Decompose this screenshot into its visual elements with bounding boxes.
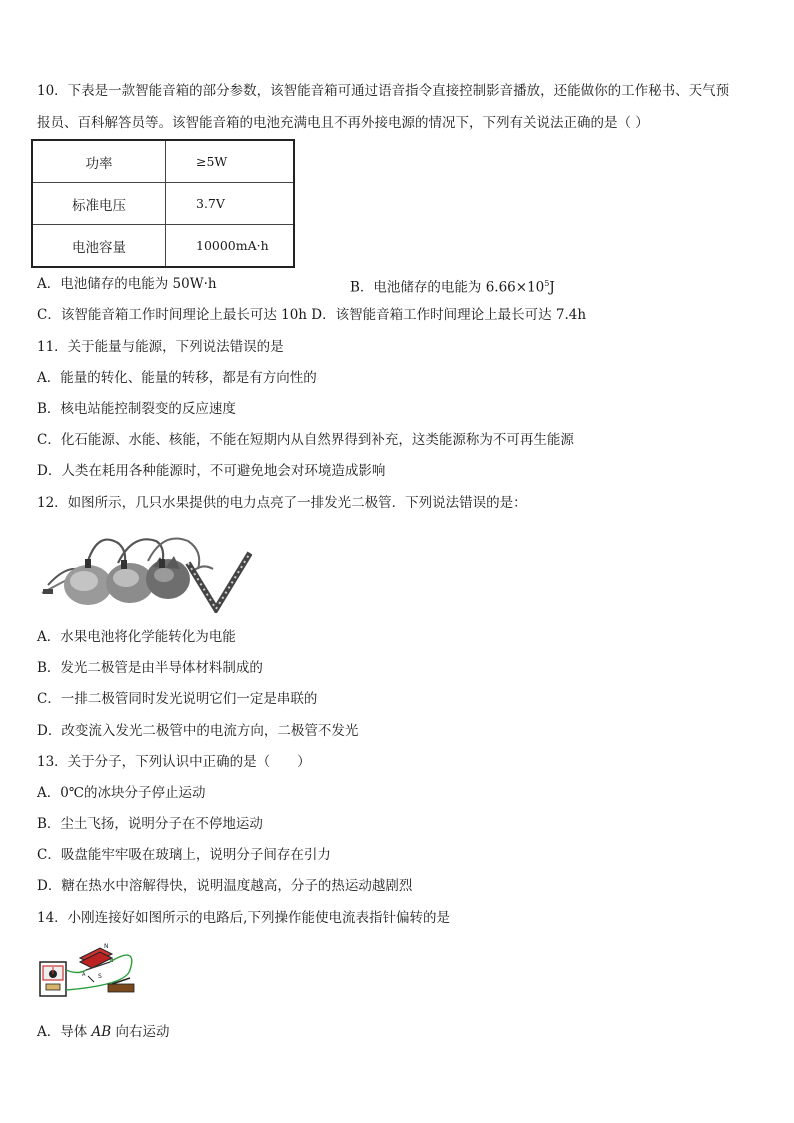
q13-option-b: B．尘土飞扬，说明分子在不停地运动 xyxy=(37,816,263,832)
q10-option-row-cd: C．该智能音箱工作时间理论上最长可达 10h D．该智能音箱工作时间理论上最长可达 7.4h xyxy=(37,307,587,323)
table-row xyxy=(32,140,294,183)
q11-option-b: B．核电站能控制裂变的反应速度 xyxy=(37,401,236,417)
table-row xyxy=(32,183,294,225)
q11-option-a: A．能量的转化、能量的转移，都是有方向性的 xyxy=(37,370,317,386)
table-row xyxy=(32,225,294,268)
q10-parameter-table xyxy=(31,139,295,268)
q13-option-d: D．糖在热水中溶解得快，说明温度越高，分子的热运动越剧烈 xyxy=(37,878,413,894)
q12-stem: 12．如图所示，几只水果提供的电力点亮了一排发光二极管．下列说法错误的是： xyxy=(37,495,527,511)
svg-text:B: B xyxy=(110,958,114,964)
table-cell-label: 功率 xyxy=(32,140,166,183)
svg-text:A: A xyxy=(82,972,86,978)
svg-text:N: N xyxy=(104,943,109,950)
q13-stem: 13．关于分子，下列认识中正确的是（ ） xyxy=(37,754,311,770)
fruit-battery-led-figure xyxy=(38,523,252,613)
electromagnetic-induction-circuit-figure xyxy=(38,940,148,1000)
table-cell-value: 3.7V xyxy=(166,183,295,225)
q13-option-a: A．0℃的冰块分子停止运动 xyxy=(37,785,206,801)
q10-option-row-ab xyxy=(37,275,555,296)
q12-option-c: C．一排二极管同时发光说明它们一定是串联的 xyxy=(37,691,318,707)
q11-option-c: C．化石能源、水能、核能，不能在短期内从自然界得到补充，这类能源称为不可再生能源 xyxy=(37,432,574,448)
q10-stem-line1: 10．下表是一款智能音箱的部分参数，该智能音箱可通过语音指令直接控制影音播放，还能做你的工作秘书、天气预 xyxy=(37,83,730,99)
table-cell-label: 电池容量 xyxy=(32,225,166,268)
q14-option-a: A．导体 AB 向右运动 xyxy=(37,1024,170,1040)
q11-option-d: D．人类在耗用各种能源时，不可避免地会对环境造成影响 xyxy=(37,463,386,479)
q12-option-d: D．改变流入发光二极管中的电流方向，二极管不发光 xyxy=(37,723,359,739)
q12-option-a: A．水果电池将化学能转化为电能 xyxy=(37,629,236,645)
q10-option-a: A．电池储存的电能为 50W·h xyxy=(37,276,217,292)
table-cell-value: 10000mA·h xyxy=(166,225,295,268)
q12-option-b: B．发光二极管是由半导体材料制成的 xyxy=(37,660,263,676)
svg-text:S: S xyxy=(98,973,102,980)
table-cell-value: ≥5W xyxy=(166,140,295,183)
q11-stem: 11．关于能量与能源，下列说法错误的是 xyxy=(37,339,284,355)
q14-stem: 14．小刚连接好如图所示的电路后,下列操作能使电流表指针偏转的是 xyxy=(37,910,450,926)
q10-option-b: B．电池储存的电能为 $6.66\times 10^5J$ xyxy=(350,279,555,296)
q10-stem-line2: 报员、百科解答员等。该智能音箱的电池充满电且不再外接电源的情况下，下列有关说法正确的是（ ） xyxy=(37,115,649,131)
q13-option-c: C．吸盘能牢牢吸在玻璃上，说明分子间存在引力 xyxy=(37,847,331,863)
table-cell-label: 标准电压 xyxy=(32,183,166,225)
